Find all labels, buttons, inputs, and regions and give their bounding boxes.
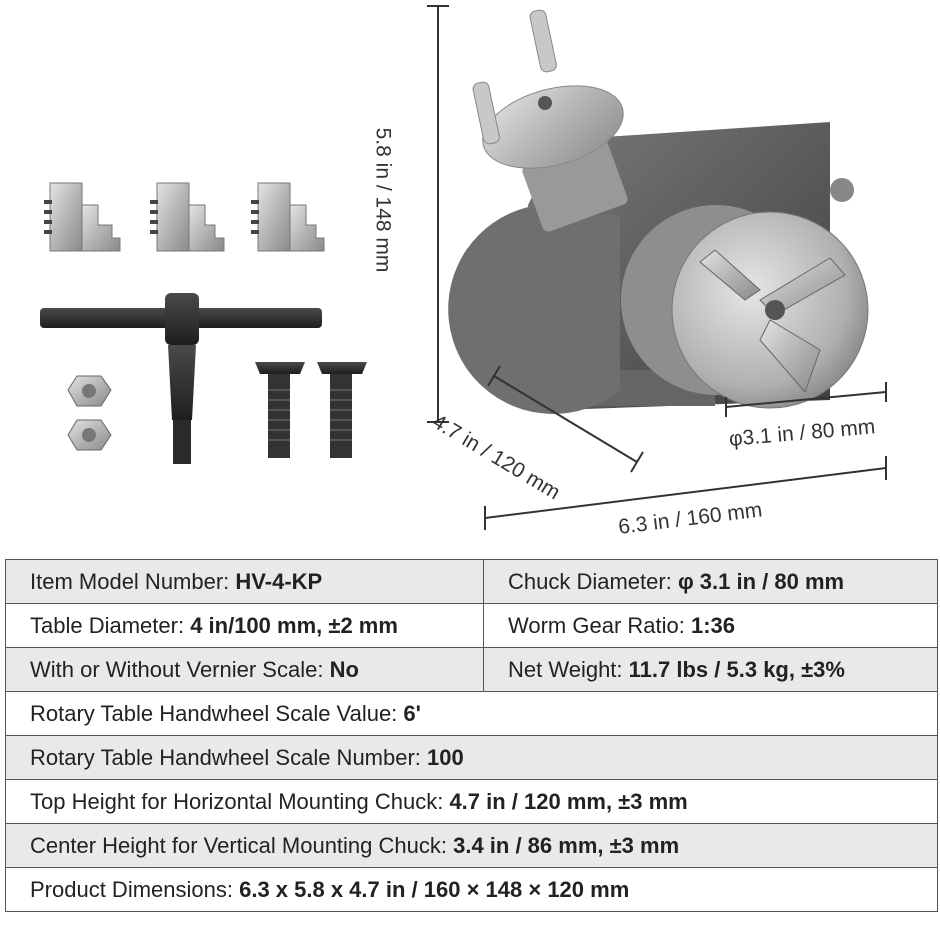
spec-cell xyxy=(6,868,938,912)
spec-table xyxy=(5,559,938,912)
spec-value: 6' xyxy=(403,700,421,726)
spec-label: Table Diameter: xyxy=(30,612,191,638)
width-dimension-label: 6.3 in / 160 mm xyxy=(617,498,764,539)
spec-label: Product Dimensions: xyxy=(30,876,240,902)
spec-value: No xyxy=(329,656,359,682)
spec-label: Center Height for Vertical Mounting Chuck: xyxy=(30,832,454,858)
spec-row xyxy=(6,692,938,736)
spec-label: Rotary Table Handwheel Scale Number: xyxy=(30,744,428,770)
spec-value: 3.4 in / 86 mm, ±3 mm xyxy=(453,832,680,858)
spec-value: 4 in/100 mm, ±2 mm xyxy=(190,612,398,638)
spec-cell xyxy=(484,560,938,604)
spec-value: 6.3 x 5.8 x 4.7 in / 160 × 148 × 120 mm xyxy=(239,876,630,902)
spec-cell xyxy=(6,780,938,824)
spec-cell xyxy=(6,736,938,780)
spec-value: 4.7 in / 120 mm, ±3 mm xyxy=(449,788,688,814)
spec-cell xyxy=(484,604,938,648)
spec-value: 1:36 xyxy=(690,612,736,638)
spec-label: Net Weight: xyxy=(508,656,629,682)
jaw-2 xyxy=(150,183,224,251)
spec-label: Chuck Diameter: xyxy=(508,568,678,594)
spec-label: Worm Gear Ratio: xyxy=(508,612,691,638)
spec-row xyxy=(6,736,938,780)
spec-cell xyxy=(6,648,484,692)
spec-value: 11.7 lbs / 5.3 kg, ±3% xyxy=(628,656,845,682)
spec-cell xyxy=(6,692,938,736)
spec-row xyxy=(6,648,938,692)
spec-row xyxy=(6,868,938,912)
spec-row xyxy=(6,560,938,604)
spec-label: Top Height for Horizontal Mounting Chuck: xyxy=(30,788,450,814)
chuck-diameter-label: φ3.1 in / 80 mm xyxy=(728,415,877,451)
chuck-jaws xyxy=(44,183,324,251)
t-bolts xyxy=(255,362,367,458)
spec-label: Item Model Number: xyxy=(30,568,236,594)
spec-cell xyxy=(6,604,484,648)
jaw-1 xyxy=(44,183,120,251)
hex-nuts xyxy=(68,376,111,450)
depth-dimension-label: 4.7 in / 120 mm xyxy=(428,410,565,505)
spec-row xyxy=(6,604,938,648)
spec-value: HV-4-KP xyxy=(235,568,323,594)
height-dimension-label: 5.8 in / 148 mm xyxy=(371,127,395,273)
spec-cell xyxy=(6,560,484,604)
spec-cell xyxy=(484,648,938,692)
rotary-table xyxy=(448,9,868,414)
spec-value: φ 3.1 in / 80 mm xyxy=(677,568,845,594)
spec-label: With or Without Vernier Scale: xyxy=(30,656,330,682)
spec-row xyxy=(6,824,938,868)
spec-row xyxy=(6,780,938,824)
spec-label: Rotary Table Handwheel Scale Value: xyxy=(30,700,404,726)
spec-value: 100 xyxy=(427,744,464,770)
jaw-3 xyxy=(251,183,324,251)
spec-cell xyxy=(6,824,938,868)
